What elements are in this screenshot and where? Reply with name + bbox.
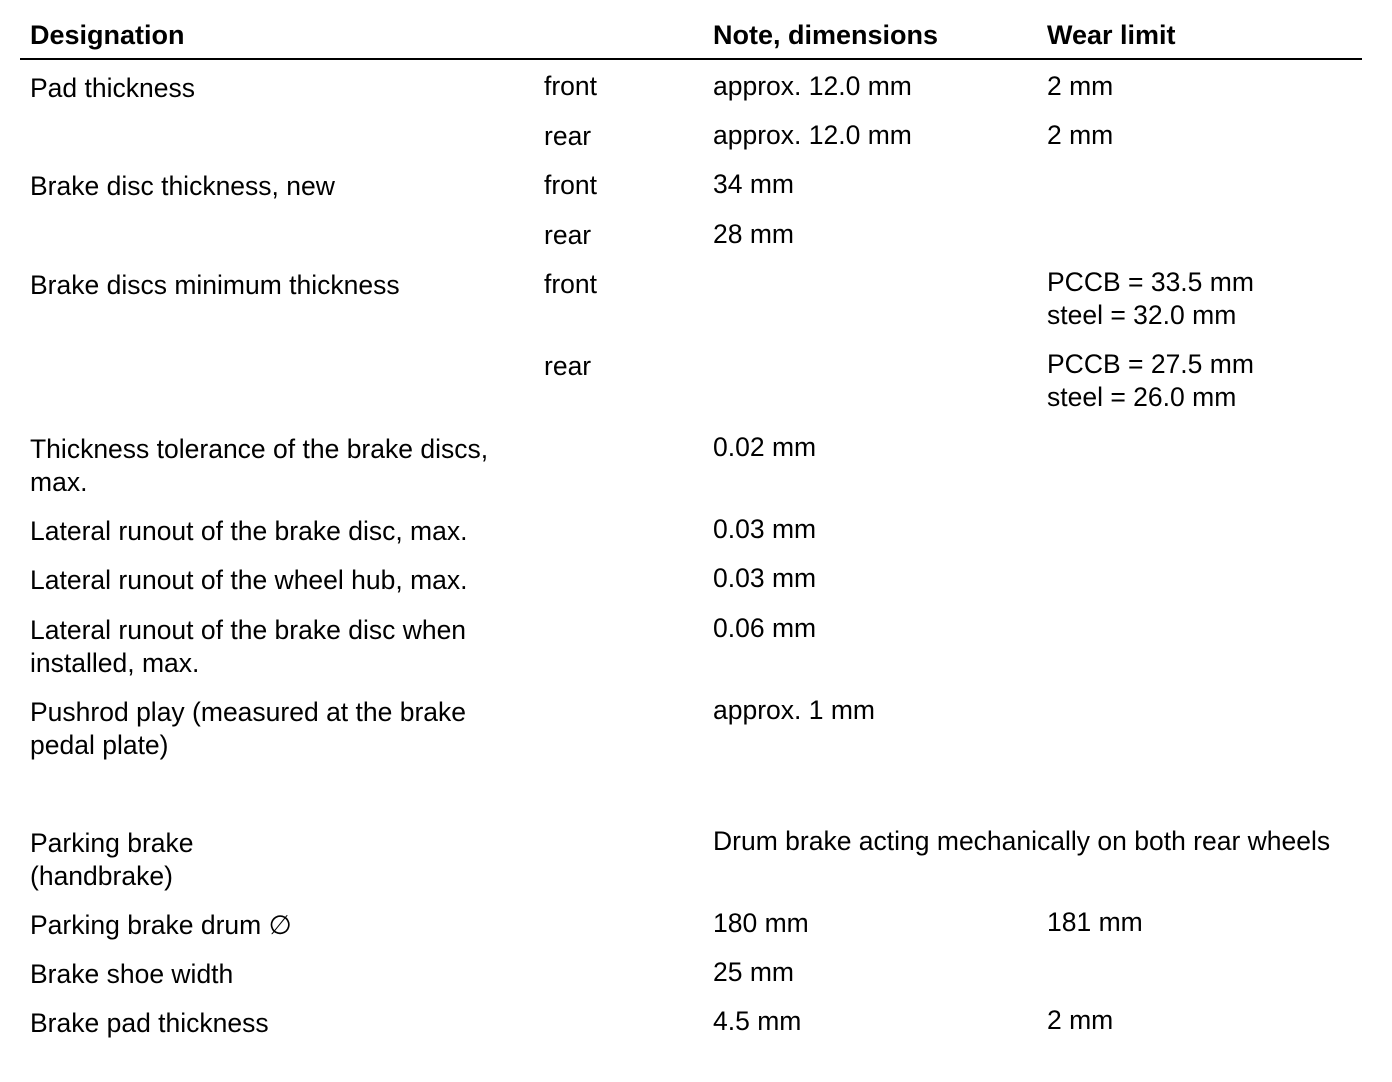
row-designation: Parking brake (handbrake)	[30, 828, 194, 891]
row-designation: Lateral runout of the wheel hub, max.	[30, 565, 468, 595]
row-note: 34 mm	[713, 169, 794, 199]
row-wear-limit: 2 mm	[1047, 1005, 1114, 1035]
row-note: 0.02 mm	[713, 432, 817, 462]
row-note: 0.03 mm	[713, 514, 817, 544]
row-designation: Pad thickness	[30, 73, 195, 103]
row-position: front	[544, 170, 598, 200]
row-designation: Brake shoe width	[30, 959, 234, 989]
row-designation: Thickness tolerance of the brake discs, max.	[30, 434, 489, 497]
header-wear-limit: Wear limit	[1047, 20, 1176, 50]
row-note: approx. 12.0 mm	[713, 71, 912, 101]
row-note: 0.06 mm	[713, 613, 817, 643]
row-note: Drum brake acting mechanically on both rear wheels	[713, 826, 1331, 856]
row-wear-limit: 181 mm	[1047, 907, 1143, 937]
row-position: front	[544, 71, 598, 101]
row-designation: Brake disc thickness, new	[30, 171, 335, 201]
row-designation: Pushrod play (measured at the brake pedal plate)	[30, 697, 467, 760]
row-designation: Brake discs minimum thickness	[30, 270, 400, 300]
row-note: 0.03 mm	[713, 563, 817, 593]
row-note: 180 mm	[713, 908, 809, 938]
row-wear-limit: 2 mm	[1047, 120, 1114, 150]
row-note: 4.5 mm	[713, 1006, 802, 1036]
row-wear-limit: 2 mm	[1047, 71, 1114, 101]
row-position: rear	[544, 121, 592, 151]
row-designation: Parking brake drum ∅	[30, 910, 292, 940]
row-position: rear	[544, 220, 592, 250]
row-position: front	[544, 269, 598, 299]
header-note-dimensions: Note, dimensions	[713, 20, 939, 50]
header-rule	[20, 58, 1362, 60]
row-designation: Lateral runout of the brake disc when installed, max.	[30, 615, 467, 678]
header-designation: Designation	[30, 20, 185, 50]
row-wear-limit: PCCB = 33.5 mm steel = 32.0 mm	[1047, 267, 1254, 330]
row-position: rear	[544, 351, 592, 381]
row-designation: Lateral runout of the brake disc, max.	[30, 516, 468, 546]
row-note: approx. 12.0 mm	[713, 120, 912, 150]
row-wear-limit: PCCB = 27.5 mm steel = 26.0 mm	[1047, 349, 1254, 412]
row-designation: Brake pad thickness	[30, 1008, 269, 1038]
row-note: approx. 1 mm	[713, 695, 876, 725]
row-note: 28 mm	[713, 219, 794, 249]
row-note: 25 mm	[713, 957, 794, 987]
